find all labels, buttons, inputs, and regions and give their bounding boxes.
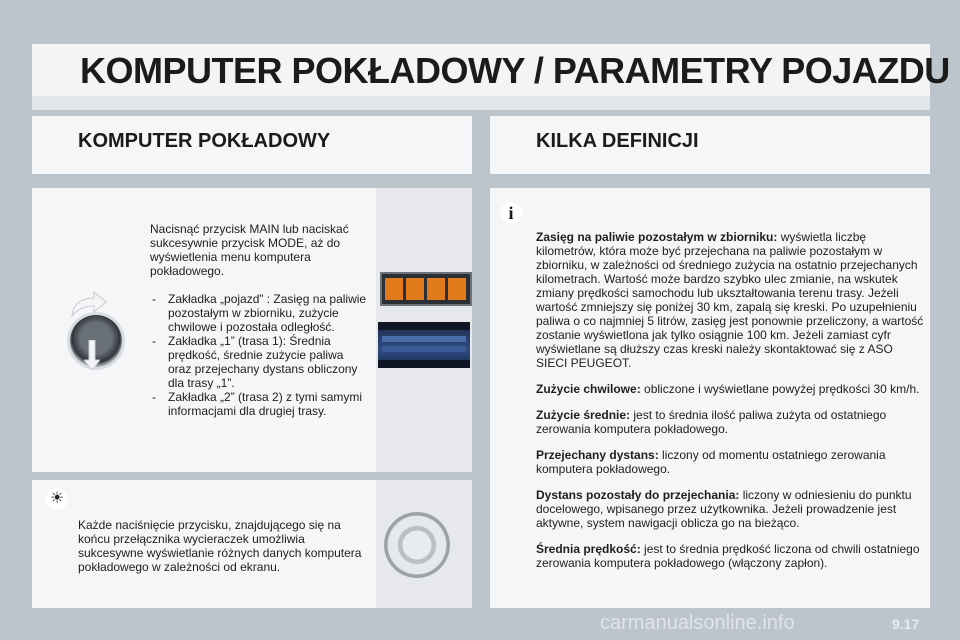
definition-text: wyświetla liczbę kilometrów, która może być przejechana na paliwie pozostałym w zbiorniku, w zależności od średniego zużycia na ostatnio przejechanych kilometrach. Wartość może bardzo szybko ulec zmianie, na wskutek zmiany prędkości samochodu lub ukształtowania terenu trasy. Jeżeli wartość zmniejszy się poniżej 30 km, zapalą się kreski. Po uzupełnieniu paliwa o co najmniej 5 litrów, zasięg jest ponownie przeliczony, a wartość zostanie wyświetlona jak tylko osiągnie 100 km. Jeżeli zamiast cyfr wyświetlane są dłuższy czas kreski należy skontaktować się z ASO SIECI PEUGEOT. bbox=[536, 230, 924, 370]
info-icon: i bbox=[500, 202, 522, 224]
list-item: - Zakładka „1” (trasa 1): Średnia prędkość, średnie zużycie paliwa oraz przejechany dystans obliczony dla trasy „1”. bbox=[150, 334, 370, 390]
watermark: carmanualsonline.info bbox=[600, 612, 795, 634]
definition-term: Zużycie chwilowe: bbox=[536, 382, 641, 396]
title-band bbox=[32, 96, 930, 110]
definition-text: liczony od momentu ostatniego zerowania komputera pokładowego. bbox=[536, 448, 886, 476]
tip-text: Każde naciśnięcie przycisku, znajdującego się na końcu przełącznika wycieraczek umożliwia sukcesywne wyświetlanie różnych danych komputera pokładowego w zależności od ekranu. bbox=[78, 518, 362, 574]
intro-text: Nacisnąć przycisk MAIN lub naciskać sukcesywnie przycisk MODE, aż do wyświetlenia menu komputera pokładowego. bbox=[150, 222, 349, 278]
definition-term: Przejechany dystans: bbox=[536, 448, 659, 462]
definition-item bbox=[536, 230, 924, 370]
definition-term: Zasięg na paliwie pozostałym w zbiorniku: bbox=[536, 230, 778, 244]
definition-item bbox=[536, 448, 924, 476]
list-item: - Zakładka „pojazd” : Zasięg na paliwie pozostałym w zbiorniku, zużycie chwilowe i pozostała odległość. bbox=[150, 292, 370, 334]
page-number: 9.17 bbox=[892, 616, 920, 632]
definition-text: jest to średnia prędkość liczona od chwili ostatniego zerowania komputera pokładowego (włączony zapłon). bbox=[536, 542, 920, 570]
left-subtitle: KOMPUTER POKŁADOWY bbox=[78, 130, 331, 152]
definition-text: jest to średnia ilość paliwa zużyta od ostatniego zerowania komputera pokładowego. bbox=[536, 408, 887, 436]
lightbulb-tip-icon: ☀ bbox=[46, 488, 68, 510]
definition-item bbox=[536, 488, 924, 530]
definition-term: Zużycie średnie: bbox=[536, 408, 631, 422]
definition-term: Dystans pozostały do przejechania: bbox=[536, 488, 740, 502]
list-item: - Zakładka „2” (trasa 2) z tymi samymi informacjami dla drugiej trasy. bbox=[150, 390, 370, 418]
definition-item bbox=[536, 542, 924, 570]
right-subtitle: KILKA DEFINICJI bbox=[536, 130, 699, 152]
page-title: KOMPUTER POKŁADOWY / PARAMETRY POJAZDU bbox=[80, 50, 950, 91]
tab-list bbox=[150, 292, 370, 418]
definition-item bbox=[536, 382, 924, 396]
definition-item bbox=[536, 408, 924, 436]
navigation-screen-image bbox=[378, 322, 470, 368]
curved-arrow-icon bbox=[68, 290, 108, 318]
press-arrow-icon bbox=[84, 340, 100, 370]
definition-text: obliczone i wyświetlane powyżej prędkości 30 km/h. bbox=[640, 382, 920, 396]
definition-term: Średnia prędkość: bbox=[536, 542, 641, 556]
definitions-list bbox=[536, 230, 924, 582]
steering-wheel-icon bbox=[384, 512, 450, 578]
definition-text: liczony w odniesieniu do punktu docelowego, wpisanego przez użytkownika. Jeżeli prowadzenie jest aktywne, system nawigacji oblicza go na bieżąco. bbox=[536, 488, 912, 530]
display-screen-image bbox=[380, 272, 472, 306]
